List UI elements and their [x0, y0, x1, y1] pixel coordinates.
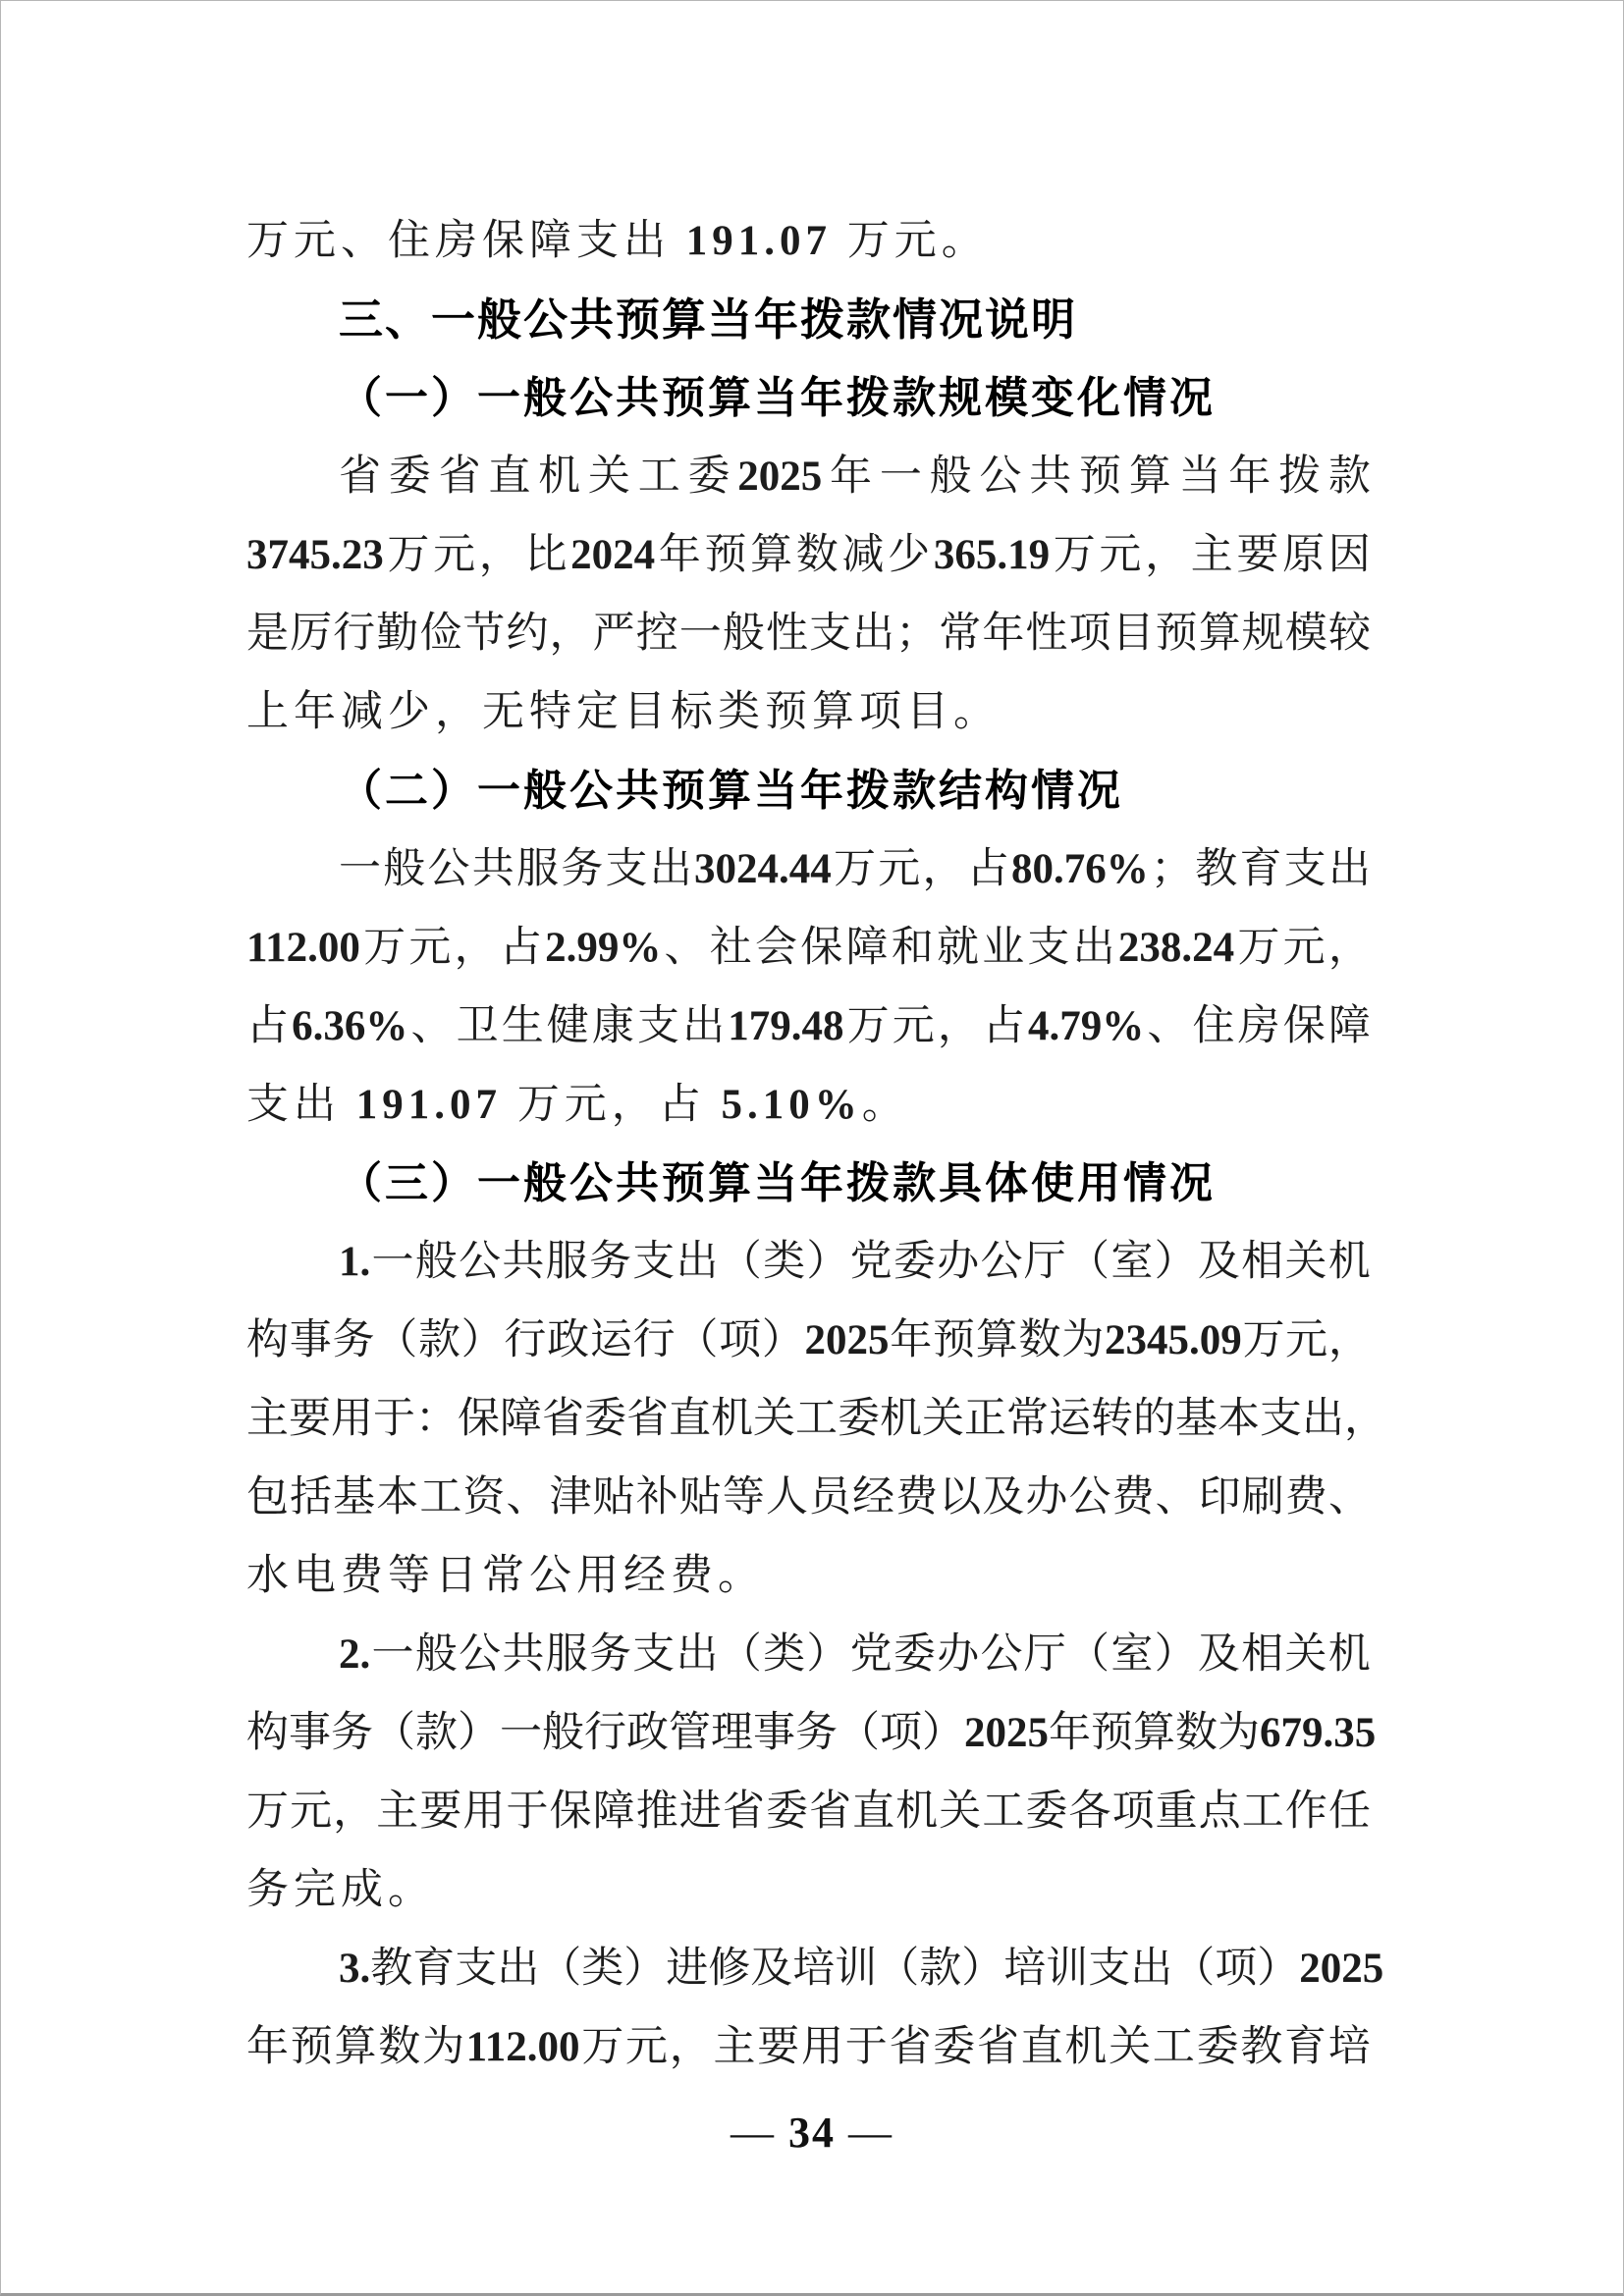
text-line: 2. 一 般 公 共 服 务 支 出 （ 类 ） 党 委 办 公 厅 （ 室 ） 及 相 关 机 — [339, 1631, 1371, 1678]
text-line: 万元、住房保障支出 191.07 万元。 — [246, 218, 989, 264]
text-line: 一 般 公 共 服 务 支 出 3024.44 万 元 ， 占 80.76% ； 教 育 支 出 — [339, 846, 1371, 892]
text-line: 1. 一 般 公 共 服 务 支 出 （ 类 ） 党 委 办 公 厅 （ 室 ） 及 相 关 机 — [339, 1239, 1371, 1285]
heading-line: （二）一般公共预算当年拨款结构情况 — [339, 767, 1123, 815]
text-line: 支出 191.07 万元，占 5.10%。 — [246, 1082, 909, 1128]
text-line: 3745.23 万 元 ， 比 2024 年 预 算 数 减 少 365.19 万 元 ， 主 要 原 因 — [246, 532, 1371, 578]
page-footer — [1, 2094, 1623, 2172]
page-number: — 34 — — [731, 2109, 893, 2157]
text-line: 上年减少，无特定目标类预算项目。 — [246, 689, 1001, 735]
text-line: 万 元 ， 主 要 用 于 保 障 推 进 省 委 省 直 机 关 工 委 各 项 重 点 工 作 任 — [246, 1789, 1371, 1835]
document-body — [246, 202, 1386, 2087]
text-line: 年 预 算 数 为 112.00 万 元 ， 主 要 用 于 省 委 省 直 机 关 工 委 教 育 培 — [246, 2024, 1371, 2070]
heading-line: （一）一般公共预算当年拨款规模变化情况 — [339, 374, 1216, 422]
text-line: 包 括 基 本 工 资 、 津 贴 补 贴 等 人 员 经 费 以 及 办 公 费 、 印 刷 费 、 — [246, 1474, 1371, 1521]
text-line: 水电费等日常公用经费。 — [246, 1553, 765, 1599]
text-line: 主 要 用 于 ： 保 障 省 委 省 直 机 关 工 委 机 关 正 常 运 转 的 基 本 支 出 ， — [246, 1396, 1386, 1442]
text-line: 112.00 万 元 ， 占 2.99% 、 社 会 保 障 和 就 业 支 出 238.24 万 元 ， — [246, 925, 1371, 971]
heading-line: （三）一般公共预算当年拨款具体使用情况 — [339, 1159, 1216, 1207]
text-line: 占 6.36% 、 卫 生 健 康 支 出 179.48 万 元 ， 占 4.79% 、 住 房 保 障 — [246, 1003, 1371, 1049]
text-line: 3. 教 育 支 出 （ 类 ） 进 修 及 培 训 （ 款 ） 培 训 支 出 （ 项 ） 2025 — [339, 1946, 1384, 1992]
text-line: 省 委 省 直 机 关 工 委 2025 年 一 般 公 共 预 算 当 年 拨 款 — [339, 454, 1371, 500]
text-line: 构 事 务 （ 款 ） 一 般 行 政 管 理 事 务 （ 项 ） 2025 年 预 算 数 为 679.35 — [246, 1710, 1377, 1756]
text-line: 是 厉 行 勤 俭 节 约 ， 严 控 一 般 性 支 出 ； 常 年 性 项 目 预 算 规 模 较 — [246, 611, 1371, 657]
heading-line: 三、一般公共预算当年拨款情况说明 — [339, 294, 1078, 345]
text-line: 构 事 务 （ 款 ） 行 政 运 行 （ 项 ） 2025 年 预 算 数 为 2345.09 万 元 ， — [246, 1317, 1371, 1363]
text-line: 务完成。 — [246, 1867, 435, 1913]
